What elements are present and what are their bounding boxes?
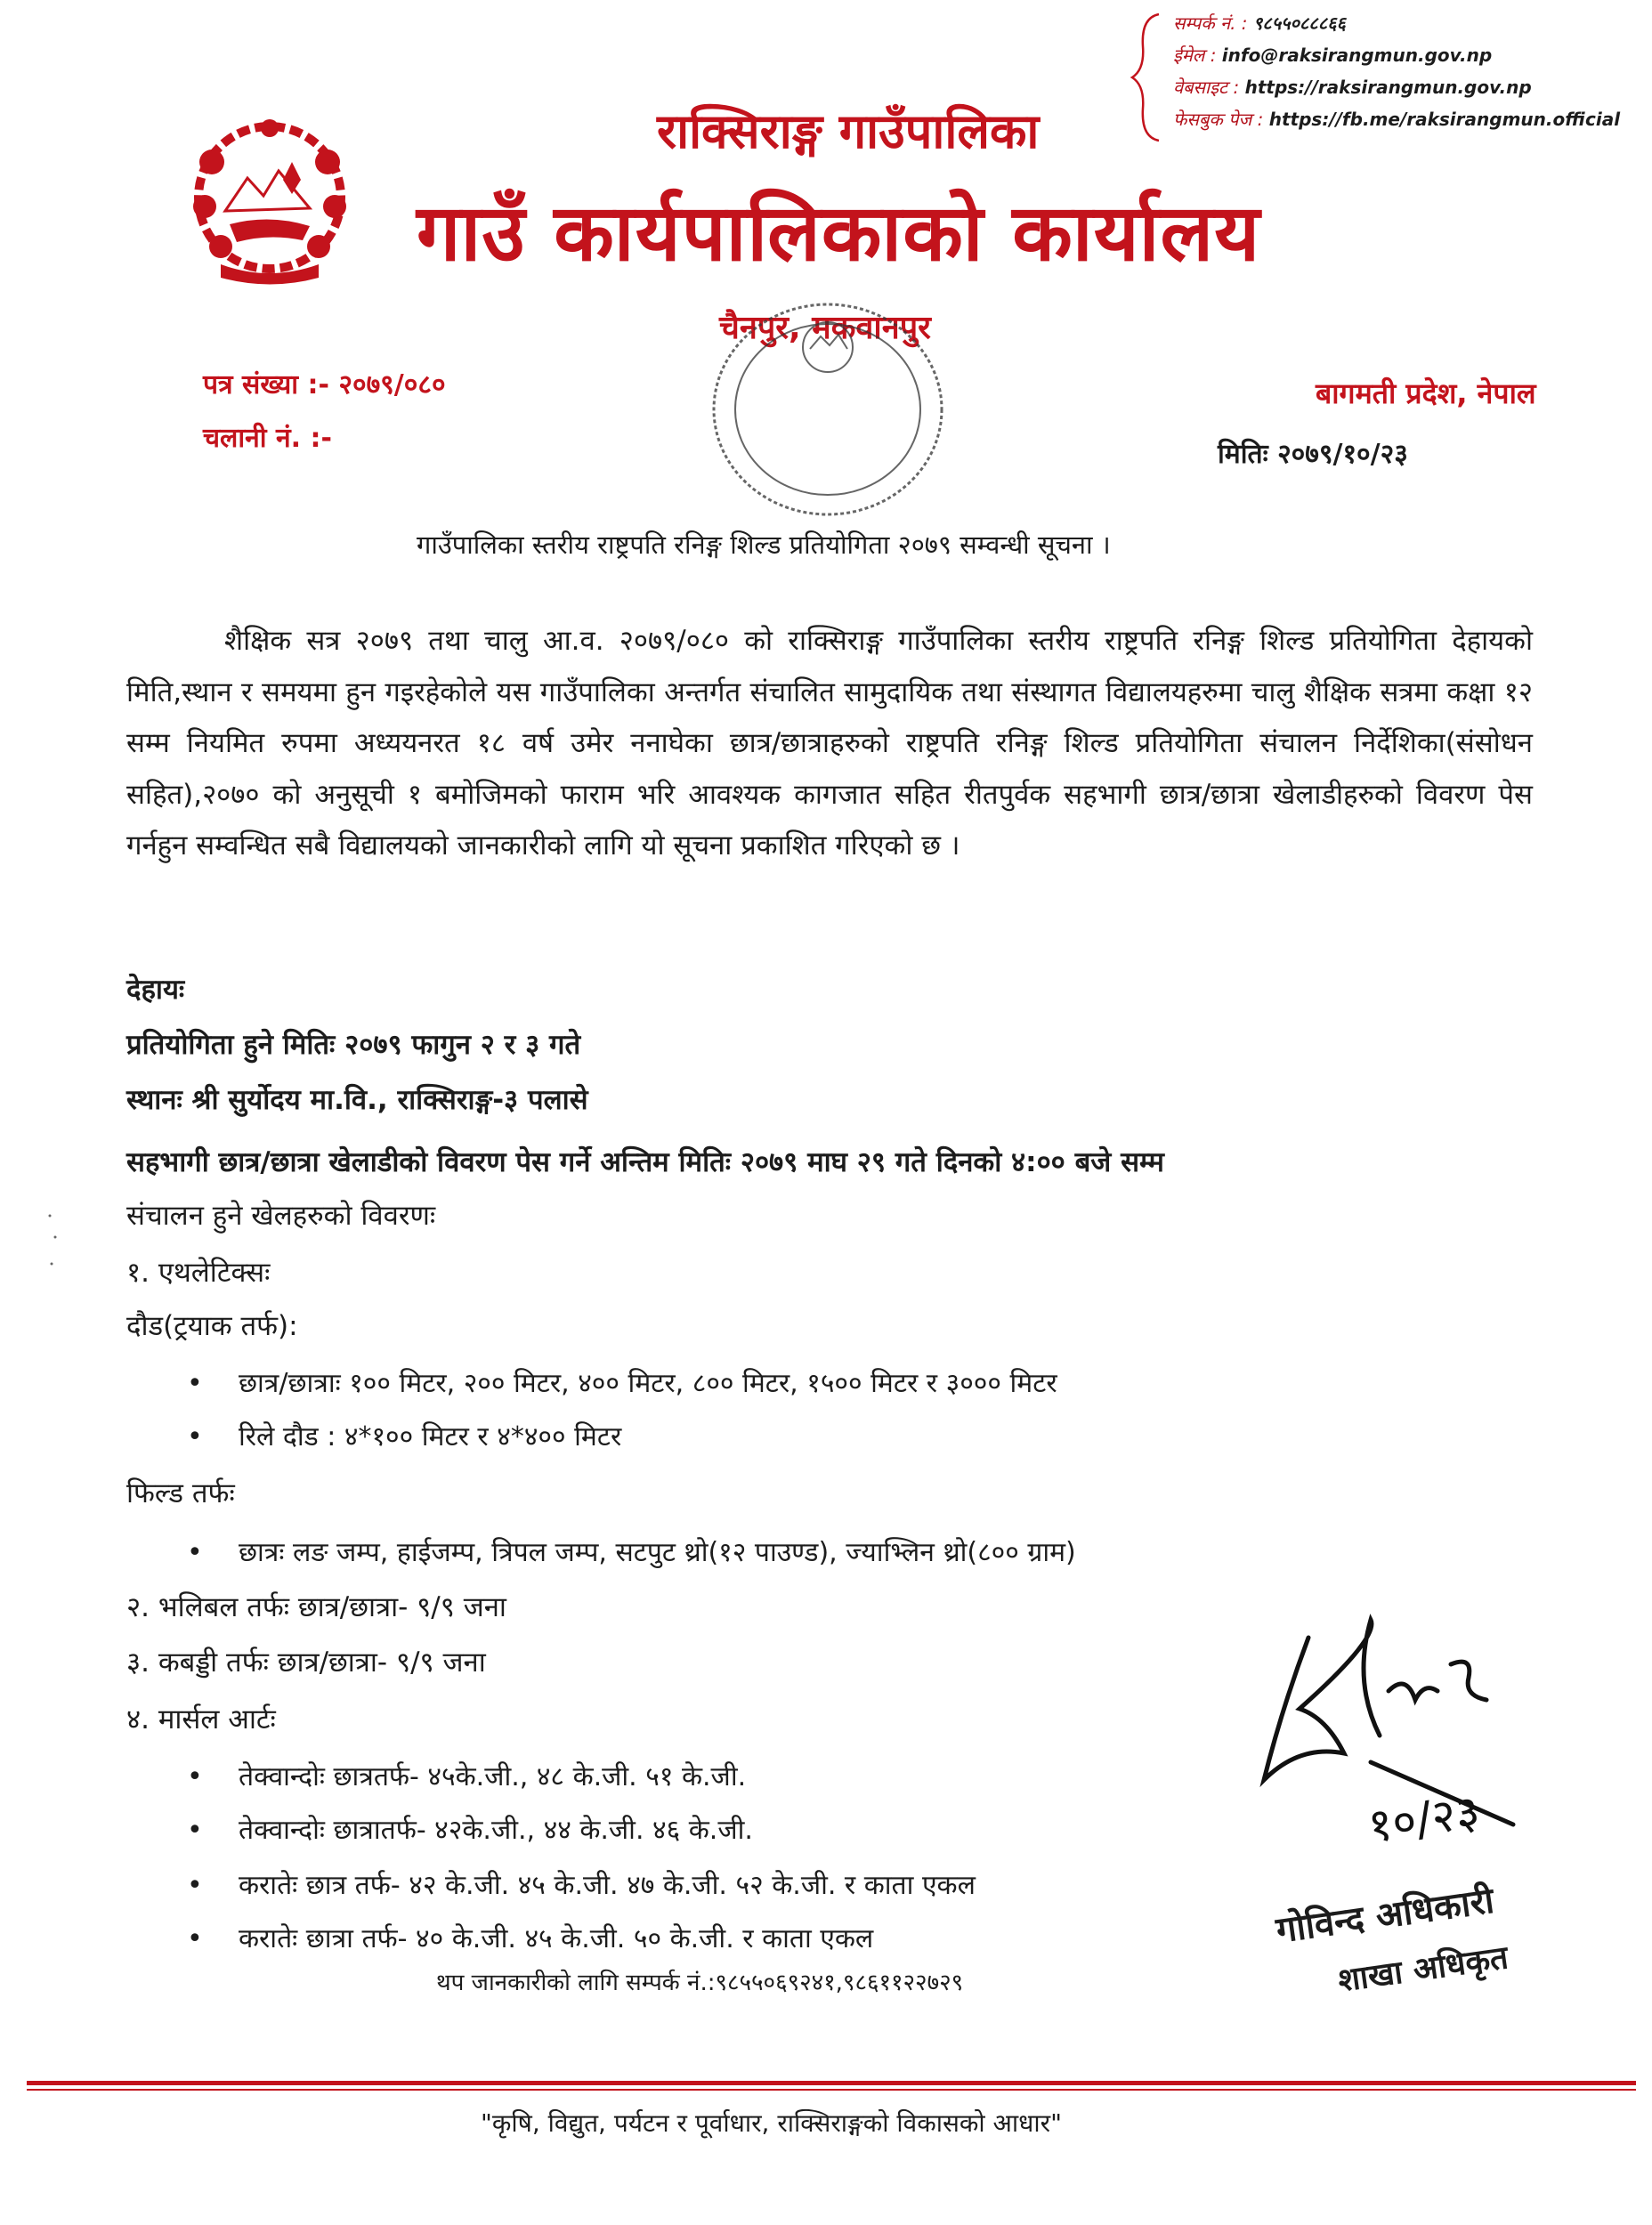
- list-item: • रिले दौड : ४*१०० मिटर र ४*४०० मिटर: [187, 1421, 622, 1452]
- contact-note: थप जानकारीको लागि सम्पर्क नं.:९८५५०६९२४१,९८६११२२७२९: [436, 1970, 964, 1996]
- footer-divider: [27, 2081, 1636, 2085]
- volleyball-line: २. भलिबल तर्फः छात्र/छात्रा- ९/९ जना: [126, 1591, 506, 1623]
- website-label: वेबसाइट :: [1173, 77, 1240, 98]
- signatory-title: शाखा अधिकृत: [1335, 1939, 1510, 2000]
- track-item-1: छात्र/छात्राः १०० मिटर, २०० मिटर, ४०० मिटर, ८०० मिटर, १५०० मिटर र ३००० मिटर: [239, 1368, 1057, 1399]
- contact-brace: [1129, 11, 1164, 144]
- list-item: • तेक्वान्दोः छात्रतर्फ- ४५के.जी., ४८ के.जी. ५१ के.जी.: [187, 1761, 747, 1792]
- kabaddi-line: ३. कबड्डी तर्फः छात्र/छात्रा- ९/९ जना: [126, 1646, 486, 1679]
- games-heading: संचालन हुने खेलहरुको विवरणः: [126, 1200, 436, 1232]
- office-stamp: [703, 294, 952, 525]
- signatory-name: गोविन्द अधिकारी: [1273, 1880, 1497, 1952]
- facebook-value[interactable]: https://fb.me/raksirangmun.official: [1268, 109, 1621, 130]
- footer-divider-thin: [27, 2089, 1636, 2091]
- email-value[interactable]: info@raksirangmun.gov.np: [1221, 44, 1493, 66]
- website-value[interactable]: https://raksirangmun.gov.np: [1244, 77, 1532, 98]
- dispatch-number: चलानी नं. :-: [203, 423, 332, 454]
- facebook-label: फेसबुक पेज :: [1173, 109, 1264, 130]
- martial-item-1: तेक्वान्दोः छात्रतर्फ- ४५के.जी., ४८ के.जी. ५१ के.जी.: [239, 1761, 747, 1792]
- notice-subject: गाउँपालिका स्तरीय राष्ट्रपति रनिङ्ग शिल्ड प्रतियोगिता २०७९ सम्वन्धी सूचना ।: [417, 530, 1111, 560]
- office-location: चैनपुर, मकवानपुर: [719, 310, 931, 346]
- competition-date: प्रतियोगिता हुने मितिः २०७९ फागुन २ र ३ गते: [126, 1029, 581, 1061]
- phone-value: ९८५५०८८८६६: [1252, 12, 1346, 34]
- martial-heading: ४. मार्सल आर्टः: [126, 1703, 276, 1736]
- list-item: • करातेः छात्रा तर्फ- ४० के.जी. ४५ के.जी. ५० के.जी. र काता एकल: [187, 1923, 874, 1954]
- province-label: बागमती प्रदेश, नेपाल: [1316, 376, 1536, 410]
- handwritten-signature: [1246, 1584, 1531, 1922]
- submission-deadline: सहभागी छात्र/छात्रा खेलाडीको विवरण पेस गर्ने अन्तिम मितिः २०७९ माघ २९ गते दिनको ४:०० बजे सम्म: [126, 1146, 1164, 1178]
- nepal-emblem-icon: [185, 109, 354, 287]
- field-heading: फिल्ड तर्फः: [126, 1477, 235, 1509]
- track-item-2: रिले दौड : ४*१०० मिटर र ४*४०० मिटर: [239, 1421, 622, 1452]
- martial-item-2: तेक्वान्दोः छात्रातर्फ- ४२के.जी., ४४ के.जी. ४६ के.जी.: [239, 1815, 753, 1846]
- athletics-heading: १. एथलेटिक्सः: [126, 1257, 271, 1289]
- signature-date: १०/२३: [1365, 1784, 1484, 1854]
- field-item-1: छात्रः लङ जम्प, हाईजम्प, त्रिपल जम्प, सटपुट थ्रो(१२ पाउण्ड), ज्याभ्लिन थ्रो(८०० ग्राम): [239, 1537, 1076, 1568]
- martial-item-4: करातेः छात्रा तर्फ- ४० के.जी. ४५ के.जी. ५० के.जी. र काता एकल: [239, 1923, 874, 1954]
- notice-body: शैक्षिक सत्र २०७९ तथा चालु आ.व. २०७९/०८० को राक्सिराङ्ग गाउँपालिका स्तरीय राष्ट्रपति रनिङ्ग शिल्ड प्रतियोगिता देहायको मिति,स्थान र समयमा हुन गइरहेकोले यस गाउँपालिका अन्तर्गत संचालित सामुदायिक तथा संस्थागत विद्यालयहरुमा चालु शैक्षिक सत्रमा कक्षा १२ सम्म नियमित रुपमा अध्ययनरत १८ वर्ष उमेर ननाघेका छात्र/छात्राहरुको राष्ट्रपति रनिङ्ग शिल्ड प्रतियोगिता संचालन निर्देशिका(संसोधन सहित),२०७० को अनुसूची १ बमोजिमको फाराम भरि आवश्यक कागजात सहित रीतपुर्वक सहभागी छात्र/छात्रा खेलाडीहरुको विवरण पेस गर्नहुन सम्वन्धित सबै विद्यालयको जानकारीको लागि यो सूचना प्रकाशित गरिएको छ ।: [126, 625, 1533, 862]
- scan-speck-decoration: [45, 1210, 62, 1282]
- email-label: ईमेल :: [1173, 44, 1217, 66]
- footer-slogan: "कृषि, विद्युत, पर्यटन र पूर्वाधार, राक्सिराङ्गको विकासको आधार": [481, 2108, 1062, 2138]
- details-heading: देहायः: [126, 974, 185, 1006]
- reference-number: पत्र संख्या :- २०७९/०८०: [203, 369, 446, 400]
- list-item: • छात्र/छात्राः १०० मिटर, २०० मिटर, ४०० मिटर, ८०० मिटर, १५०० मिटर र ३००० मिटर: [187, 1368, 1057, 1399]
- list-item: • करातेः छात्र तर्फ- ४२ के.जी. ४५ के.जी. ४७ के.जी. ५२ के.जी. र काता एकल: [187, 1870, 976, 1901]
- martial-item-3: करातेः छात्र तर्फ- ४२ के.जी. ४५ के.जी. ४७ के.जी. ५२ के.जी. र काता एकल: [239, 1870, 976, 1901]
- track-heading: दौड(ट्रयाक तर्फ):: [126, 1310, 298, 1342]
- competition-venue: स्थानः श्री सुर्योदय मा.वि., राक्सिराङ्ग-३ पलासे: [126, 1084, 588, 1116]
- municipality-name: राक्सिराङ्ग गाउँपालिका: [657, 103, 1040, 159]
- letter-date: मितिः २०७९/१०/२३: [1218, 439, 1408, 470]
- phone-label: सम्पर्क नं. :: [1173, 12, 1248, 34]
- office-title: गाउँ कार्यपालिकाको कार्यालय: [417, 187, 1261, 279]
- contact-block: [1173, 7, 1620, 135]
- list-item: • छात्रः लङ जम्प, हाईजम्प, त्रिपल जम्प, सटपुट थ्रो(१२ पाउण्ड), ज्याभ्लिन थ्रो(८०० ग्राम): [187, 1537, 1076, 1568]
- list-item: • तेक्वान्दोः छात्रातर्फ- ४२के.जी., ४४ के.जी. ४६ के.जी.: [187, 1815, 753, 1846]
